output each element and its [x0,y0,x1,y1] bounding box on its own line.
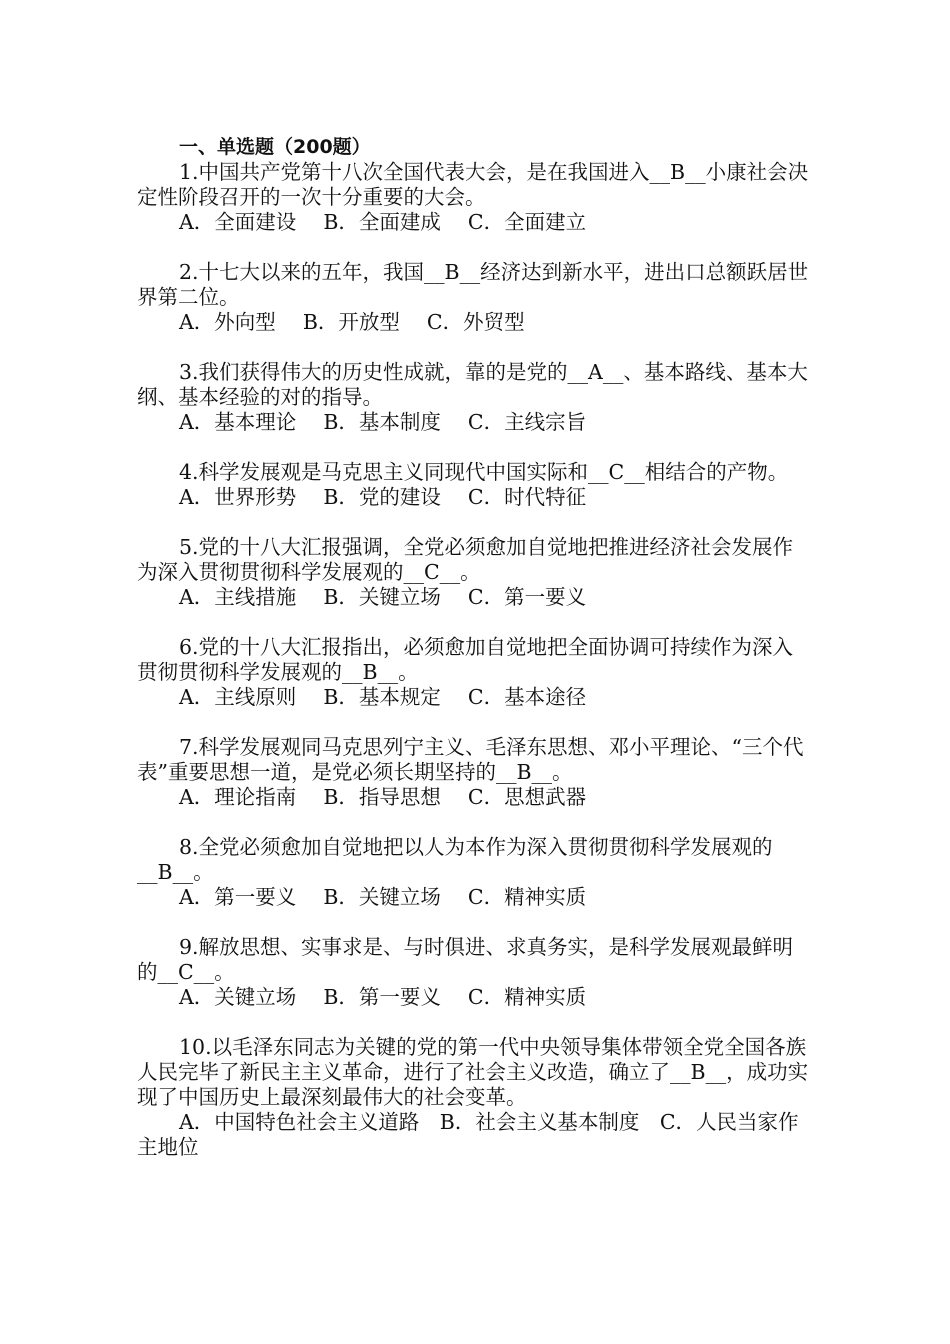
question-8 [137,835,812,910]
question-text: 1.中国共产党第十八次全国代表大会，是在我国进入__B__小康社会决定性阶段召开的一次十分重要的大会。 [137,160,809,209]
question-text: 2.十七大以来的五年，我国__B__经济达到新水平，进出口总额跃居世界第二位。 [137,260,809,309]
question-9 [137,935,812,1010]
question-2 [137,260,812,335]
question-5 [137,535,812,610]
question-text: 5.党的十八大汇报强调，全党必须愈加自觉地把推进经济社会发展作为深入贯彻贯彻科学发展观的__C__。 [137,535,794,584]
question-6 [137,635,812,710]
question-text: 7.科学发展观同马克思列宁主义、毛泽东思想、邓小平理论、“三个代表”重要思想一道，是党必须长期坚持的__B__。 [137,735,804,784]
question-4 [137,460,812,510]
question-text: 8.全党必须愈加自觉地把以人为本作为深入贯彻贯彻科学发展观的__B__。 [137,835,773,884]
document-page [137,134,812,1160]
question-options: A．外向型 B．开放型 C．外贸型 [179,310,525,334]
question-options: A．主线措施 B．关键立场 C．第一要义 [179,585,587,609]
question-text: 6.党的十八大汇报指出，必须愈加自觉地把全面协调可持续作为深入贯彻贯彻科学发展观的__B__。 [137,635,794,684]
question-options: A．主线原则 B．基本规定 C．基本途径 [179,685,587,709]
question-text: 3.我们获得伟大的历史性成就，靠的是党的__A__、基本路线、基本大纲、基本经验的对的指导。 [137,360,808,409]
question-10 [137,1035,812,1160]
section-heading: 一、单选题（200题） [179,136,371,158]
question-text: 10.以毛泽东同志为关键的党的第一代中央领导集体带领全党全国各族人民完毕了新民主主义革命，进行了社会主义改造，确立了__B__，成功实现了中国历史上最深刻最伟大的社会变革。 [137,1035,809,1109]
question-options: A．第一要义 B．关键立场 C．精神实质 [179,885,587,909]
question-1 [137,160,812,235]
question-options: A．基本理论 B．基本制度 C．主线宗旨 [179,410,587,434]
question-3 [137,360,812,435]
question-text: 9.解放思想、实事求是、与时俱进、求真务实，是科学发展观最鲜明的__C__。 [137,935,794,984]
question-options: A．全面建设 B．全面建成 C．全面建立 [179,210,587,234]
question-options: A．理论指南 B．指导思想 C．思想武器 [179,785,587,809]
question-options: A．世界形势 B．党的建设 C．时代特征 [179,485,587,509]
question-options: A．关键立场 B．第一要义 C．精神实质 [179,985,587,1009]
question-7 [137,735,812,810]
question-text: 4.科学发展观是马克思主义同现代中国实际和__C__相结合的产物。 [179,460,789,484]
question-options: A．中国特色社会主义道路 B．社会主义基本制度 C．人民当家作主地位 [137,1110,799,1159]
